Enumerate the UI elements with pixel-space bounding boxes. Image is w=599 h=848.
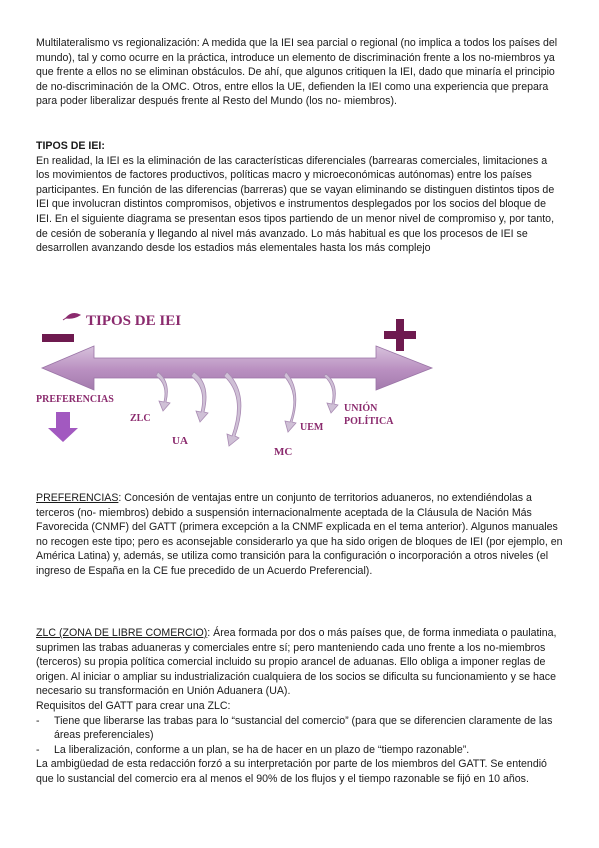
label-ua: UA — [172, 435, 188, 447]
ua-arrow — [191, 372, 208, 422]
label-mc: MC — [274, 446, 293, 458]
zlc-requirements-title: Requisitos del GATT para crear una ZLC: — [36, 699, 231, 712]
label-union: UNIÓN — [344, 403, 378, 414]
label-preferencias: PREFERENCIAS — [36, 394, 114, 405]
zlc-requirements-list — [36, 714, 563, 758]
preferencias-text: : Concesión de ventajas entre un conjunto de territorios aduaneros, no extendiéndolas a terceros (no- miembros) debido a suspensión internacionalmente aceptada de la Cláusula de Nación Más Favorecida (CNMF) del GATT (primera excepción a la CNMF explicada en el tema anterior). Algunos manuales no recogen este tipo; pero es aconsejable considerarlo ya que ha sido origen de bloques de IEI (por ejemplo, en América Latina) y, además, se utiliza como transición para la configuración o incorporación a otros niveles (el ingreso de España en la CE fue precedido de un Acuerdo Preferencial). — [36, 492, 563, 577]
minus-icon — [42, 334, 74, 342]
mc-arrow — [224, 372, 241, 446]
preferencias-paragraph — [36, 491, 563, 579]
intro-text: Multilateralismo vs regionalización: A medida que la IEI sea parcial o regional (no implica a todos los países del mundo), tal y como ocurre en la práctica, introduce un elemento de discriminación frente a los no-miembros ya que frente a ellos no se eliminan obstáculos. De ahí, que algunos critiquen la IEI, dado que minaría el principio de no-discriminación de la OMC. Otros, entre ellos la UE, defienden la IEI como una experiencia que prepara para poder liberalizar después frente al Resto del Mundo (los no- miembros). — [36, 37, 558, 108]
union-arrow — [324, 374, 338, 413]
tipos-iei-diagram — [36, 296, 436, 466]
tipos-heading: TIPOS DE IEI: — [36, 140, 105, 152]
list-item: - La liberalización, conforme a un plan, se ha de hacer en un plazo de “tiempo razonable”. — [36, 743, 563, 758]
zlc-text: : Área formada por dos o más países que, de forma inmediata o paulatina, suprimen las trabas aduaneras y comerciales entre sí; pero manteniendo cada uno frente a los no-miembros (terceros) su propia política comercial incluido su propio arancel de aduanas. Ello obliga a imponer reglas de origen. Al iniciar o ampliar su industrialización cualquiera de los socios se dificulta su funcionamiento y se hace necesario su transformación en Unión Aduanera (UA). — [36, 627, 557, 698]
tipos-section — [36, 139, 563, 256]
preferencias-down-arrow — [48, 412, 78, 442]
label-uem: UEM — [300, 422, 324, 433]
label-politica: POLÍTICA — [344, 416, 394, 427]
tipos-text: En realidad, la IEI es la eliminación de las características diferenciales (barrearas comerciales, limitaciones a los movimientos de factores productivos, políticas macro y microeconómicas autónomas) entre los países participantes. En función de las diferencias (barreras) que se vayan eliminando se distinguen distintos tipos de IEI que involucran distintos compromisos, objetivos e instrumentos desplegados por los socios del bloque de IEI. En el siguiente diagrama se presentan esos tipos partiendo de un menor nivel de compromiso y, por tanto, de cesión de soberanía y llegando al nivel más avanzado. Lo más habitual es que los procesos de IEI se desarrollen avanzando desde los estadios más elementales hasta los más complejo — [36, 154, 555, 255]
preferencias-heading: PREFERENCIAS — [36, 492, 119, 504]
leaf-icon — [63, 314, 80, 320]
intro-paragraph — [36, 36, 563, 109]
uem-arrow — [284, 372, 296, 432]
zlc-heading: ZLC (ZONA DE LIBRE COMERCIO) — [36, 627, 208, 639]
plus-icon — [384, 319, 416, 351]
zlc-section — [36, 626, 563, 787]
diagram-title: TIPOS DE IEI — [86, 313, 182, 329]
zlc-paragraph — [36, 626, 563, 699]
label-zlc: ZLC — [130, 413, 151, 424]
zlc-closing-text: La ambigüedad de esta redacción forzó a su interpretación por parte de los miembros del GATT. Se entendió que lo sustancial del comercio era al menos el 90% de los flujos y el tiempo razonable se fijó en 10 años. — [36, 758, 547, 785]
list-item: - Tiene que liberarse las trabas para lo “sustancial del comercio” (para que se diferencien claramente de las áreas preferenciales) — [36, 714, 563, 743]
main-double-arrow — [42, 346, 432, 390]
